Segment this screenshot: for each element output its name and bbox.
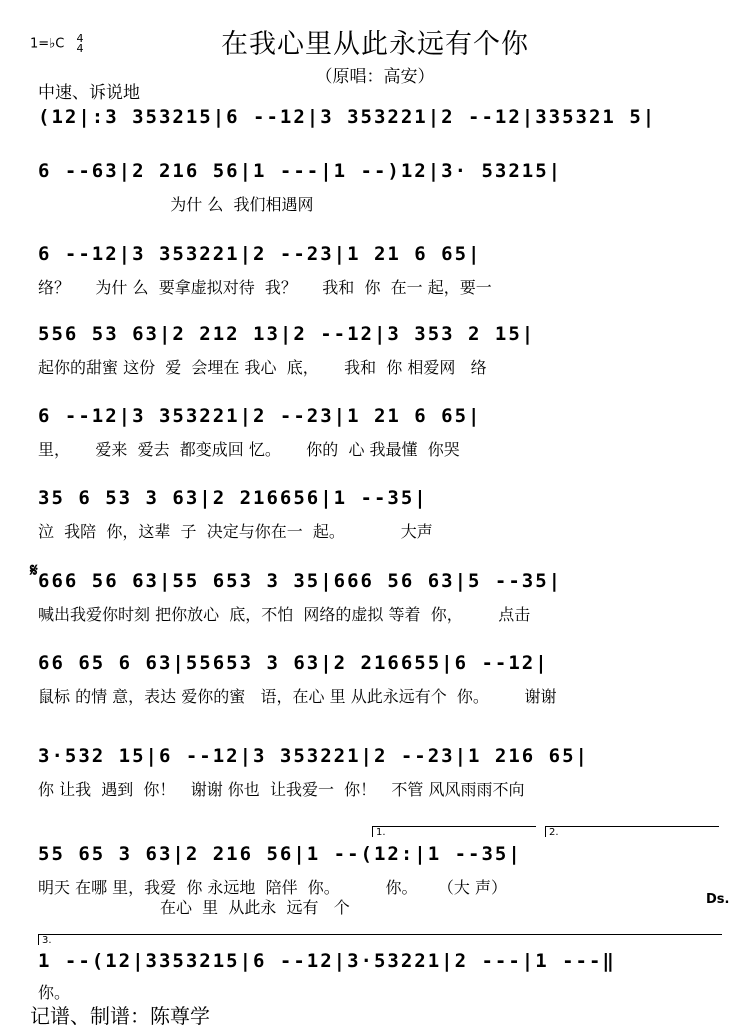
song-title: 在我心里从此永远有个你 (221, 29, 529, 60)
lyrics-row-4: 起你的甜蜜 这份 爱 会埋在 我心 底， 我和 你 相爱网 络 (38, 358, 487, 377)
segno-sign: 𝄋 (30, 560, 38, 581)
lyrics-row-5: 里， 爱来 爱去 都变成回 忆。 你的 心 我最懂 你哭 (38, 440, 460, 459)
volta-3-bracket: 3. (38, 934, 722, 945)
key-label: 1=♭C (30, 36, 65, 52)
notes-row-3: 6 --12|3 353221|2 --23|1 21 6 65| (38, 243, 482, 265)
time-top: 4 (76, 32, 84, 45)
transcriber-credit: 记谱、制谱：陈尊学 (30, 1004, 210, 1028)
dal-segno-marking: Ds. (706, 892, 730, 907)
lyrics-row-11: 你。 (38, 983, 71, 1002)
notes-row-6: 35 6 53 3 63|2 216656|1 --35| (38, 487, 428, 509)
notes-row-9: 3·532 15|6 --12|3 353221|2 --23|1 216 65| (38, 745, 589, 767)
volta-2-bracket: 2. (545, 826, 719, 837)
notes-row-8: 66 65 6 63|55653 3 63|2 216655|6 --12| (38, 652, 549, 674)
notes-row-10: 55 65 3 63|2 216 56|1 --(12:|1 --35| (38, 843, 522, 865)
tempo-marking: 中速、诉说地 (38, 83, 140, 103)
lyrics-row-10: 明天 在哪 里，我爱 你 永远地 陪伴 你。 你。 （大 声） (38, 878, 507, 897)
lyrics-row-8: 鼠标 的情 意，表达 爱你的蜜 语，在心 里 从此永远有个 你。 谢谢 (38, 687, 557, 706)
volta-1-bracket: 1. (372, 826, 536, 837)
notes-row-1: (12|:3 353215|6 --12|3 353221|2 --12|335321 5| (38, 106, 657, 128)
lyrics-row-7: 喊出我爱你时刻 把你放心 底，不怕 网络的虚拟 等着 你， 点击 (38, 605, 531, 624)
notes-row-2: 6 --63|2 216 56|1 ---|1 --)12|3· 53215| (38, 160, 563, 182)
notes-row-11: 1 --(12|3353215|6 --12|3·53221|2 ---|1 ---‖ (38, 950, 616, 972)
notes-row-7: 666 56 63|55 653 3 35|666 56 63|5 --35| (38, 570, 563, 592)
notes-row-5: 6 --12|3 353221|2 --23|1 21 6 65| (38, 405, 482, 427)
song-subtitle: （原唱：高安） (315, 67, 435, 87)
lyrics-row-9: 你 让我 遇到 你！ 谢谢 你也 让我爱一 你！ 不管 风风雨雨不向 (38, 780, 525, 799)
lyrics-row-6: 泣 我陪 你，这辈 子 决定与你在一 起。 大声 (38, 522, 433, 541)
lyrics-row-2: 为什 么 我们相遇网 (38, 195, 314, 214)
notes-row-4: 556 53 63|2 212 13|2 --12|3 353 2 15| (38, 323, 536, 345)
time-bottom: 4 (76, 42, 84, 55)
lyrics-row-10-alt: 在心 里 从此永 远有 个 (160, 898, 350, 917)
lyrics-row-3: 络？ 为什 么 要拿虚拟对待 我？ 我和 你 在一 起，要一 (38, 278, 492, 297)
